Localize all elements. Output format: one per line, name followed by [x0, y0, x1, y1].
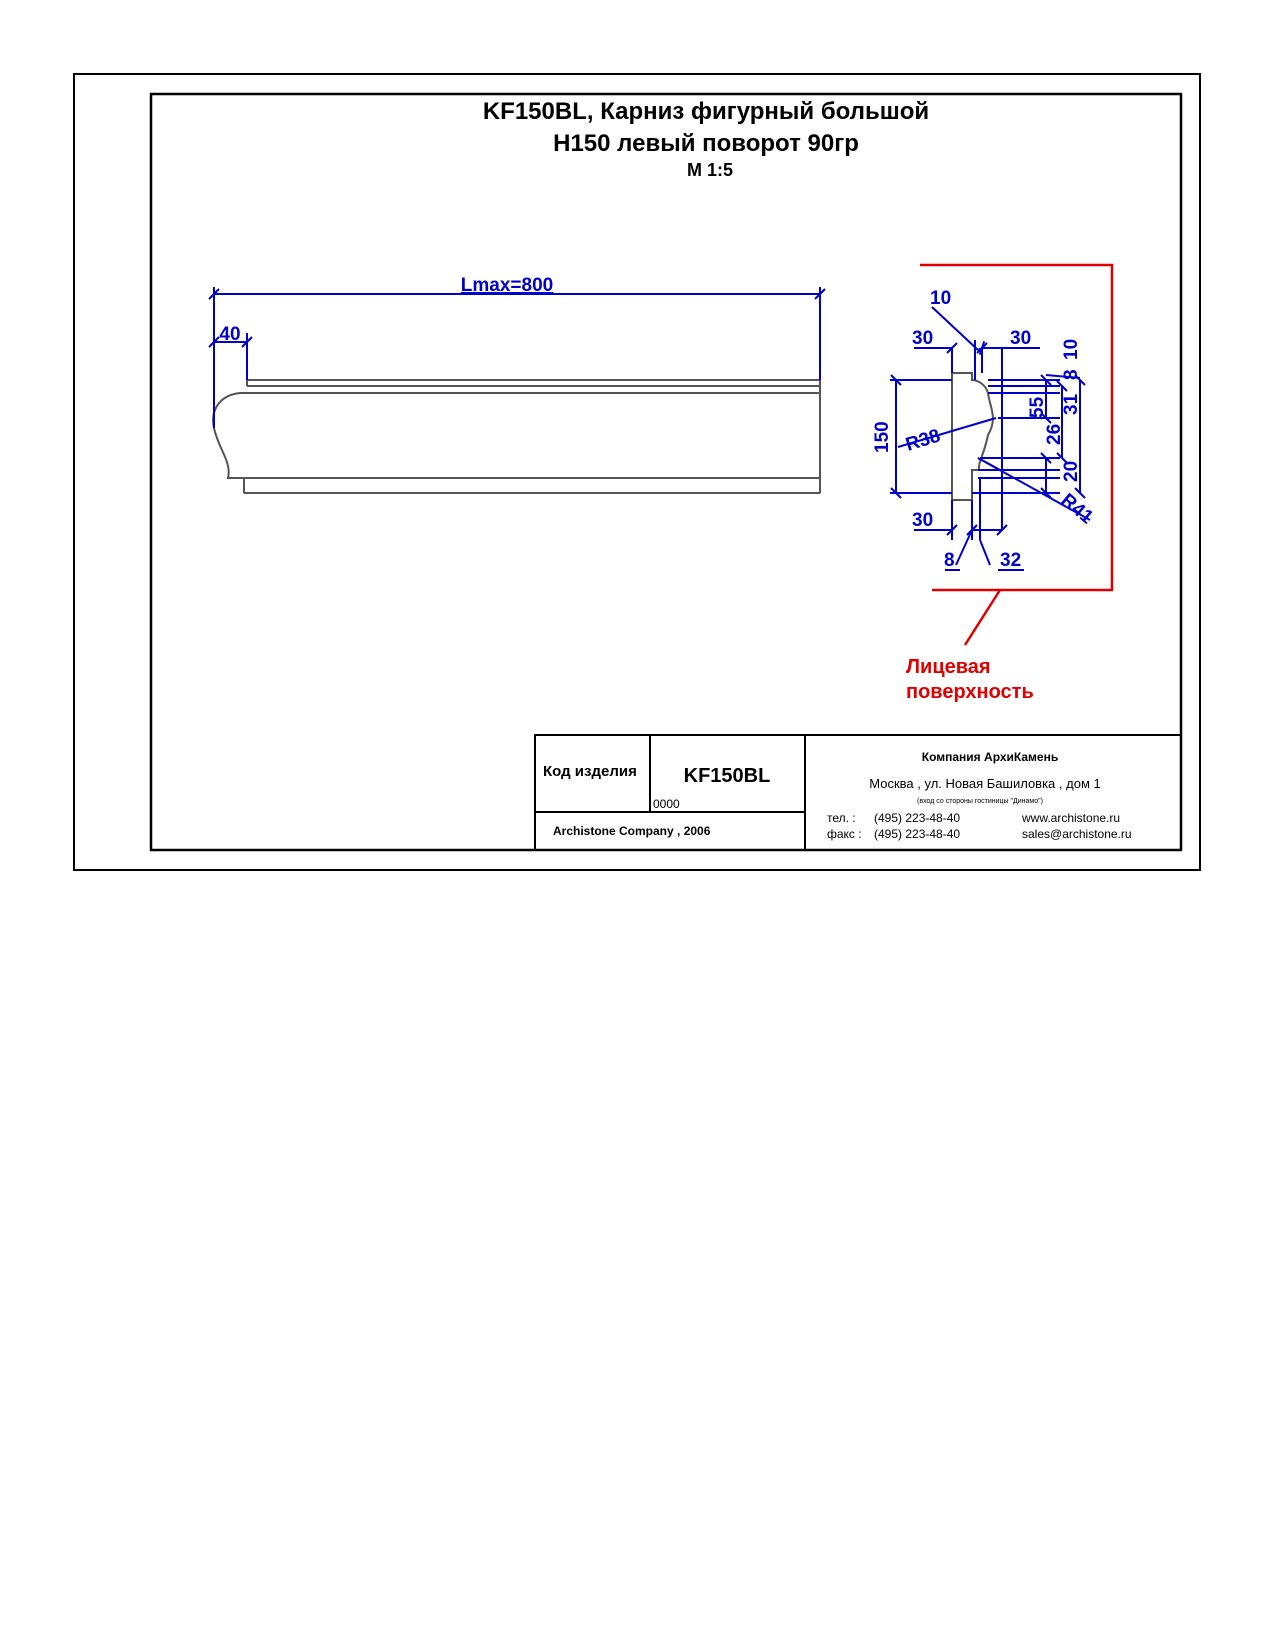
dim-label-30-bottom: 30 — [912, 510, 934, 531]
tel-value: (495) 223-48-40 — [874, 811, 961, 825]
dim-label-8-bottom: 8 — [944, 550, 955, 571]
code-label: Код изделия — [543, 763, 637, 780]
code-value: KF150BL — [683, 765, 771, 787]
drawing-number: 0000 — [653, 797, 680, 811]
company-address: Москва , ул. Новая Башиловка , дом 1 — [869, 776, 1101, 791]
dim-label-32: 32 — [1000, 550, 1022, 571]
inner-frame — [151, 94, 1181, 850]
dim-label-150: 150 — [872, 421, 893, 453]
dim-label-30-left: 30 — [912, 328, 934, 349]
dim-label-8-right: 8 — [1061, 369, 1082, 380]
side-view — [213, 380, 820, 493]
dim-label-10-right: 10 — [1061, 338, 1082, 360]
drawing-title-line2: H150 левый поворот 90гр — [553, 130, 859, 157]
section-labels — [872, 288, 1097, 571]
dim-label-r38: R38 — [903, 425, 943, 456]
drawing-scale: M 1:5 — [686, 160, 734, 180]
length-dimension-label: Lmax=800 — [460, 275, 554, 296]
email-link[interactable]: sales@archistone.ru — [1022, 827, 1132, 841]
section-profile — [952, 373, 993, 500]
dim-label-r41: R41 — [1056, 489, 1097, 529]
width-dimension-label: 40 — [219, 324, 241, 345]
dim-label-31: 31 — [1061, 393, 1082, 415]
dim-label-26: 26 — [1044, 423, 1065, 445]
dim-label-10-top: 10 — [930, 288, 952, 309]
company-address-note: (вход со стороны гостиницы "Динамо") — [917, 798, 1043, 805]
fax-value: (495) 223-48-40 — [874, 827, 961, 841]
tel-label: тел. : — [827, 811, 856, 825]
fax-label: факс : — [827, 827, 862, 841]
dim-label-30-right: 30 — [1010, 328, 1032, 349]
copyright-text: Archistone Company , 2006 — [553, 824, 711, 838]
face-surface-label-line1: Лицевая — [906, 656, 991, 678]
company-name: Компания АрхиКамень — [921, 750, 1059, 764]
dim-label-20: 20 — [1061, 460, 1082, 482]
side-view-dimensions — [214, 287, 820, 428]
drawing-title-line1: KF150BL, Карниз фигурный большой — [482, 98, 930, 125]
face-surface-label-line2: поверхность — [906, 681, 1034, 703]
dim-label-55: 55 — [1027, 396, 1048, 418]
website-link[interactable]: www.archistone.ru — [1022, 811, 1121, 825]
